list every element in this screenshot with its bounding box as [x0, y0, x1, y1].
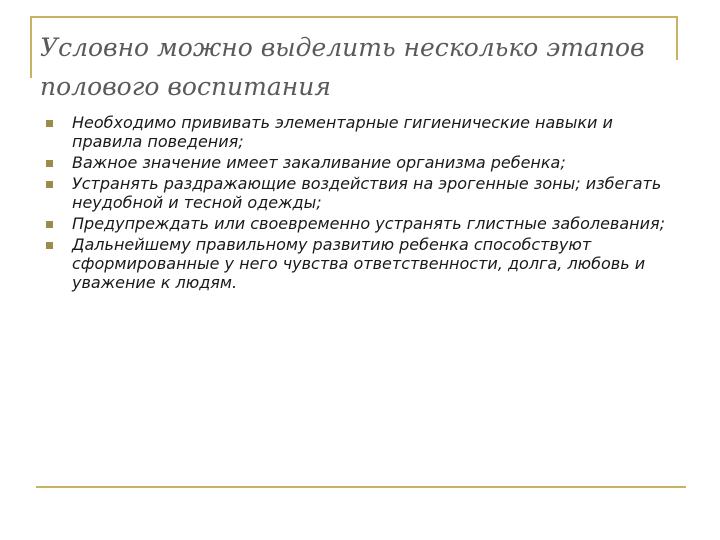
slide-title: Условно можно выделить несколько этапов полового воспитания — [40, 33, 645, 101]
square-bullet-icon — [46, 242, 53, 249]
bullet-text: Необходимо прививать элементарные гигиенические навыки и правила поведения; — [72, 113, 613, 151]
bullet-item — [46, 174, 686, 212]
bottom-rule — [36, 486, 686, 488]
bullet-item — [46, 113, 686, 151]
bullet-text: Дальнейшему правильному развитию ребенка способствуют сформированные у него чувства ответственности, долга, любовь и уважение к людям. — [72, 235, 646, 292]
title-frame-left-rule — [30, 16, 32, 78]
square-bullet-icon — [46, 120, 53, 127]
bullet-item — [46, 153, 686, 172]
bullet-text: Устранять раздражающие воздействия на эрогенные зоны; избегать неудобной и тесной одежды; — [72, 174, 662, 212]
bullet-item — [46, 214, 686, 233]
square-bullet-icon — [46, 181, 53, 188]
title-frame-top-rule — [30, 16, 676, 18]
bullet-list — [46, 113, 686, 294]
square-bullet-icon — [46, 221, 53, 228]
square-bullet-icon — [46, 160, 53, 167]
bullet-text: Предупреждать или своевременно устранять глистные заболевания; — [72, 214, 666, 233]
bullet-text: Важное значение имеет закаливание организма ребенка; — [72, 153, 566, 172]
bullet-item — [46, 235, 686, 292]
